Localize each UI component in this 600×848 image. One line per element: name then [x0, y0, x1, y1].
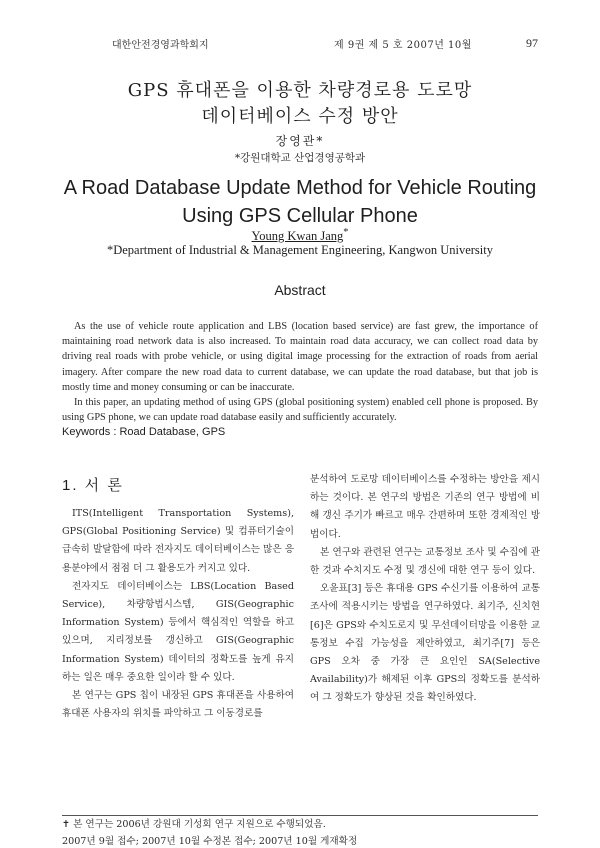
page-number: 97 [526, 36, 538, 50]
korean-affiliation: *강원대학교 산업경영공학과 [234, 152, 366, 164]
body-paragraph: 전자지도 데이터베이스는 LBS(Location Based Service), 차량항법시스템, GIS(Geographic Information System) 등에서 핵심적인 역할을 하고 있으며, 지리정보를 갱신하고 GIS(Geographic Information System) 데이터의 정확도를 높게 유지하는 일은 매우 중요한 일이라 할 수 있다. [62, 580, 294, 683]
body-paragraph: 오윤표[3] 등은 휴대용 GPS 수신기를 이용하여 교통조사에 적용시키는 방법을 연구하였다. 최기주, 신치현[6]은 GPS와 수치도로지 및 무선데이터망을 이용한 교통정보 수집 가능성을 제안하였고, 최기주[7] 등은 GPS 오차 중 가장 큰 요인인 SA(Selective Availability)가 해제된 이후 GPS의 정확도를 분석하여 그 정확도가 향상된 것을 확인하였다. [310, 583, 540, 704]
english-title-line-2: Using GPS Cellular Phone [182, 205, 418, 227]
korean-author: 장영관* [275, 134, 325, 148]
running-header [0, 36, 600, 50]
section-heading: 1. 서 론 [62, 477, 124, 494]
english-author [0, 227, 600, 244]
footnote-dates: 2007년 9월 접수; 2007년 10월 수정본 접수; 2007년 10월 게재확정 [62, 836, 358, 847]
abstract-paragraph: In this paper, an updating method of using GPS (global positioning system) enabled cell phone is proposed. By using GPS phone, we can update road database easily and sufficiently accurately. [62, 397, 538, 424]
abstract-heading: Abstract [274, 282, 326, 298]
issue-info: 제 9권 제 5 호 2007년 10월 [334, 40, 472, 51]
footnote-funding: ✝ 본 연구는 2006년 강원대 기성회 연구 지원으로 수행되었음. [62, 819, 326, 830]
korean-title-line-1: GPS 휴대폰을 이용한 차량경로용 도로망 [127, 80, 473, 101]
keywords: Keywords : Road Database, GPS [62, 426, 226, 438]
body-paragraph: 분석하여 도로망 데이터베이스를 수정하는 방안을 제시하는 것이다. 본 연구의 방법은 기존의 연구 방법에 비해 갱신 주기가 빠르고 매우 간편하며 또한 경제적인 방법이다. [310, 474, 540, 540]
abstract-body [62, 319, 538, 425]
journal-name: 대한안전경영과학회지 [112, 40, 209, 51]
body-paragraph: 본 연구는 GPS 칩이 내장된 GPS 휴대폰을 사용하여 휴대폰 사용자의 위치를 파악하고 그 이동경로를 [62, 690, 294, 720]
body-paragraph: ITS(Intelligent Transportation Systems), GPS(Global Positioning Service) 및 컴퓨터기술이 급속히 발달함에 따라 전자지도 데이터베이스는 많은 응용분야에서 점점 더 그 활용도가 커지고 있다. [62, 508, 294, 574]
english-affiliation: *Department of Industrial & Management Engineering, Kangwon University [106, 243, 493, 257]
english-author-name: Young Kwan Jang [251, 229, 344, 244]
english-title [0, 174, 600, 230]
korean-title-line-2: 데이터베이스 수정 방안 [201, 106, 399, 127]
english-title-line-1: A Road Database Update Method for Vehicle Routing [63, 177, 537, 199]
abstract-paragraph: As the use of vehicle route application and LBS (location based service) are fast grew, the importance of maintaining road network data is also increased. To maintain road data accuracy, we can collect road data by driving real roads with probe vehicle, or using digital image processing for the extraction of roads from aerial imagery. After compare the new road data to current database, we can update the road database, but that job is mostly time and money consuming or can be inaccurate. [62, 321, 538, 393]
body-column-right [310, 471, 540, 708]
korean-title [0, 78, 600, 130]
body-paragraph: 본 연구와 관련된 연구는 교통정보 조사 및 수집에 관한 것과 수치지도 수정 및 갱신에 대한 연구 등이 있다. [310, 546, 540, 577]
english-author-mark: * [343, 227, 349, 238]
body-column-left [62, 505, 294, 723]
